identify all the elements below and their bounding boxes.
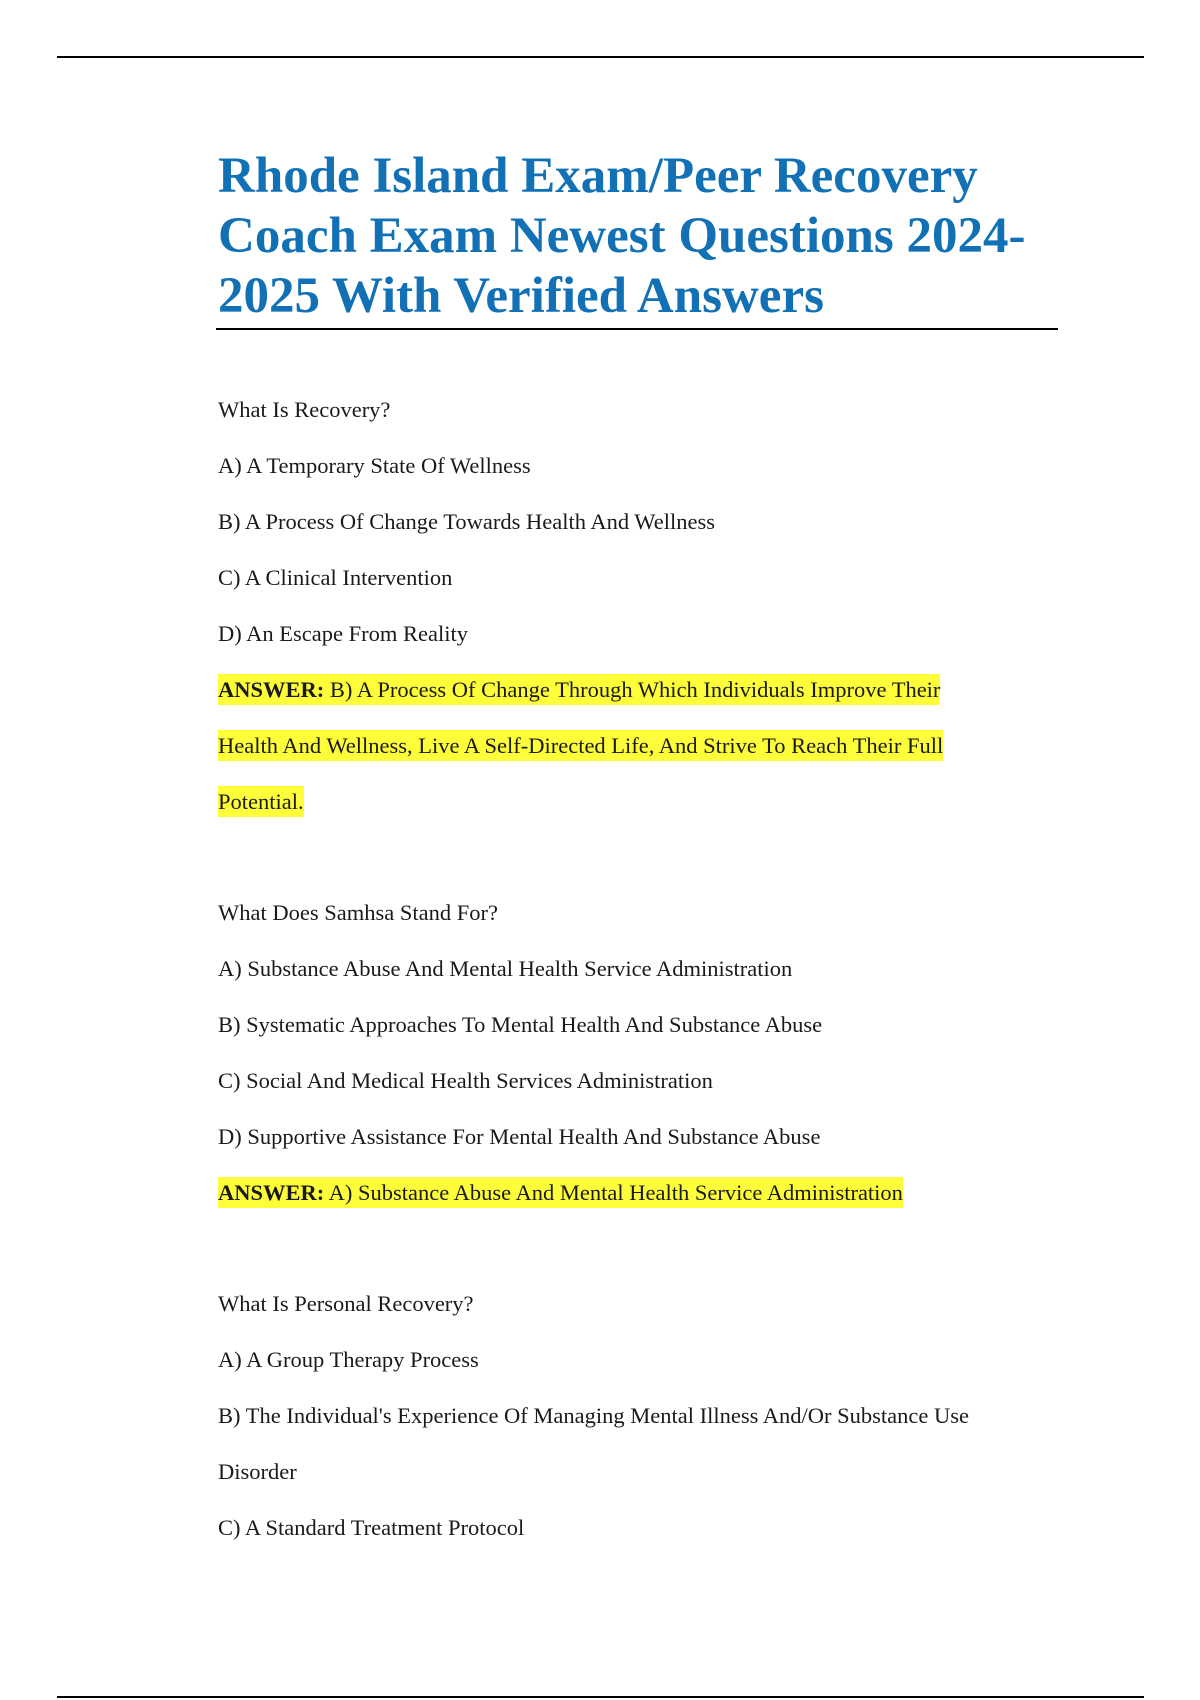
question-text: What Does Samhsa Stand For? [218,900,498,925]
answer-text: Health And Wellness, Live A Self-Directed Life, And Strive To Reach Their Full [218,730,943,761]
title-underline [216,328,1058,330]
question-text: What Is Personal Recovery? [218,1291,474,1316]
answer-text: A) Substance Abuse And Mental Health Service Administration [328,1180,903,1205]
document-title [218,146,1068,326]
option-text: C) A Clinical Intervention [218,565,453,590]
option-text: B) The Individual's Experience Of Managing Mental Illness And/Or Substance Use [218,1403,969,1428]
option-text: C) Social And Medical Health Services Administration [218,1068,713,1093]
option-text: A) A Temporary State Of Wellness [218,453,531,478]
answer-label: ANSWER: [218,677,325,702]
answer-line [218,718,1098,774]
title-line: 2025 With Verified Answers [218,268,824,324]
top-rule [57,56,1144,58]
title-line: Rhode Island Exam/Peer Recovery [218,148,978,204]
bottom-rule [57,1696,1144,1698]
answer-text: B) A Process Of Change Through Which Individuals Improve Their [329,677,941,702]
option-text: B) A Process Of Change Towards Health And Wellness [218,509,715,534]
title-line: Coach Exam Newest Questions 2024- [218,208,1026,264]
option-text: B) Systematic Approaches To Mental Health And Substance Abuse [218,1012,823,1037]
answer-line [218,662,1098,718]
answer-line [218,1165,1098,1221]
option-text: D) Supportive Assistance For Mental Health And Substance Abuse [218,1124,821,1149]
option-text: C) A Standard Treatment Protocol [218,1515,525,1540]
question-spacer [218,830,1098,885]
question-text: What Is Recovery? [218,397,391,422]
option-text: Disorder [218,1459,297,1484]
answer-label: ANSWER: [218,1180,325,1205]
answer-line [218,774,1098,830]
question-block [218,1276,1098,1556]
question-block [218,885,1098,1221]
option-text: A) Substance Abuse And Mental Health Service Administration [218,956,793,981]
answer-text: Potential. [218,786,304,817]
question-list [218,382,1098,1556]
option-text: D) An Escape From Reality [218,621,468,646]
question-block [218,382,1098,830]
question-spacer [218,1221,1098,1276]
option-text: A) A Group Therapy Process [218,1347,479,1372]
